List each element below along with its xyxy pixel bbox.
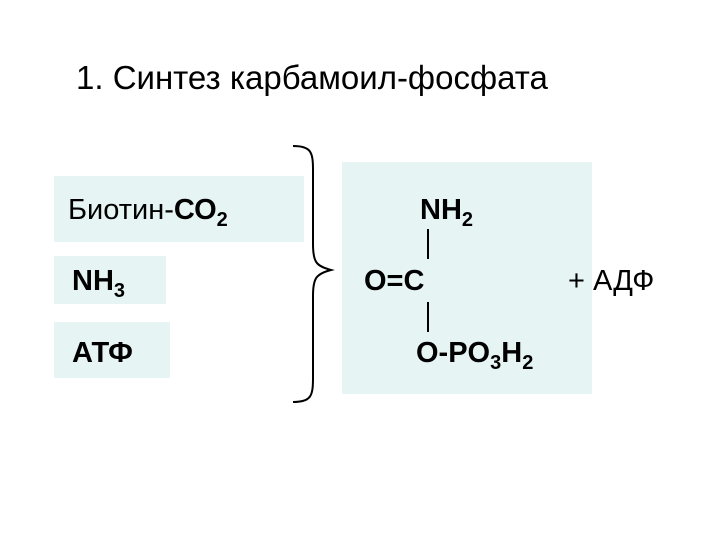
atp-label: АТФ bbox=[72, 337, 133, 369]
slide-title: 1. Синтез карбамоил-фосфата bbox=[76, 59, 548, 96]
amino-group: $NH_2$ bbox=[420, 194, 474, 231]
adp-byproduct: + АДФ bbox=[568, 265, 655, 297]
lower-bond-line bbox=[427, 302, 429, 332]
carbonyl-group: O=C bbox=[364, 265, 425, 297]
nh3-label: $NH_3$ bbox=[72, 265, 126, 302]
co2-formula: $СО_2$ bbox=[173, 194, 228, 231]
biotin-prefix: Биотин- bbox=[68, 194, 174, 226]
upper-bond-line bbox=[427, 229, 429, 259]
phosphate-group: $O-PO_3H_2$ bbox=[416, 337, 534, 374]
